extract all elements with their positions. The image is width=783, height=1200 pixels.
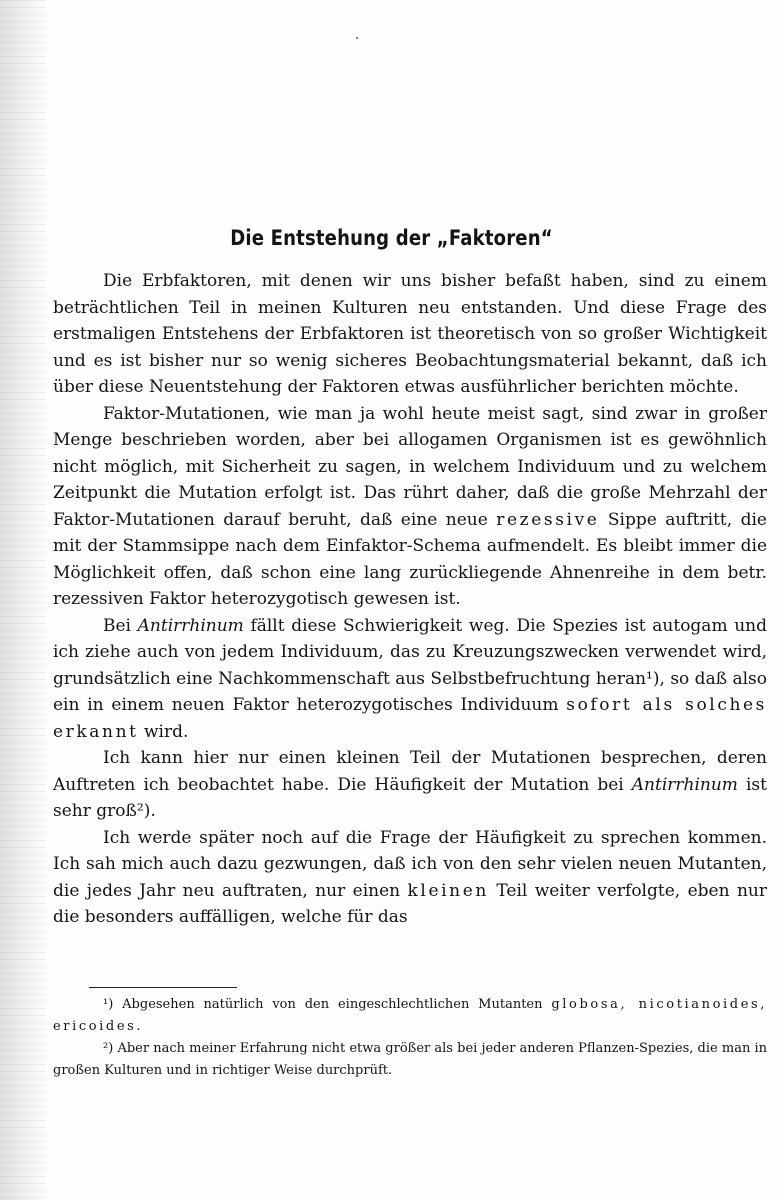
footnote-rule: [89, 987, 237, 988]
footnote-1: [53, 994, 767, 1038]
paragraph-2-text-b: Sippe auftritt, die mit der Stammsippe nach dem Einfaktor-Schema aufmendelt. Es bleibt immer die Möglichkeit offen, daß schon eine lang zurückliegende Ahnenreihe in dem betr. rezessiven Faktor heterozygotisch gewesen ist.: [53, 509, 767, 609]
spaced-mutant-names: globosa, nicotianoides, ericoides: [53, 997, 767, 1034]
footnote-1-mark: ¹: [103, 997, 109, 1012]
paragraph-4-text-b: ist sehr groß: [53, 774, 767, 821]
footnote-2-mark: ²: [103, 1041, 109, 1056]
paragraph-4-text-a: Ich kann hier nur einen kleinen Teil der Mutationen besprechen, deren Auftreten ich beobachtet habe. Die Häufigkeit der Mutation bei: [53, 748, 767, 795]
paragraph-2: [53, 401, 767, 613]
footnote-ref-1: ¹: [646, 668, 653, 689]
chapter-title: Die Entstehung der „Faktoren“: [230, 226, 553, 250]
paragraph-2-text-a: Faktor-Mutationen, wie man ja wohl heute meist sagt, sind zwar in großer Menge beschrieben worden, aber bei allogamen Organismen ist es gewöhnlich nicht möglich, mit Sicherheit zu sagen, in welchem Individuum und zu welchem Zeitpunkt die Mutation erfolgt ist. Das rührt daher, daß die große Mehrzahl der Faktor-Mutationen darauf beruht, daß eine neue: [53, 403, 767, 530]
species-name-antirrhinum: Antirrhinum: [137, 615, 244, 636]
paragraph-3: [53, 613, 767, 746]
paragraph-3-text-c: ), so daß also ein in einem neuen Faktor heterozygotisches Individuum: [53, 668, 767, 715]
footnote-2-text: ) Aber nach meiner Erfahrung nicht etwa größer als bei jeder anderen Pflanzen-Spezies, die man in großen Kulturen und in richtiger Weise durchprüft.: [53, 1041, 767, 1078]
body-text: [53, 268, 767, 931]
footnote-1-text-a: ) Abgesehen natürlich von den eingeschlechtlichen Mutanten: [108, 997, 552, 1012]
paragraph-4: [53, 745, 767, 825]
species-name-antirrhinum: Antirrhinum: [631, 774, 738, 795]
paragraph-4-text-c: ).: [143, 801, 156, 821]
footnotes: [53, 994, 767, 1082]
footnote-1-text-b: .: [136, 1019, 141, 1034]
footnote-2: [53, 1038, 767, 1082]
footnote-ref-2: ²: [136, 801, 144, 821]
print-speck: [356, 37, 358, 39]
paragraph-3-text-d: wird.: [138, 721, 189, 742]
paragraph-5-text-a: Ich werde später noch auf die Frage der Häufigkeit zu sprechen kommen. Ich sah mich auch dazu gezwungen, daß ich von den sehr vielen neuen Mutanten, die jedes Jahr neu auftraten, nur einen: [53, 827, 767, 901]
page-binding-edge: [0, 0, 46, 1200]
spaced-emphasis-sofort: sofort als solches erkannt: [53, 695, 767, 742]
paragraph-3-text-b: fällt diese Schwierigkeit weg. Die Spezies ist autogam und ich ziehe auch von jedem Individuum, das zu Kreuzungszwecken verwendet wird, grundsätzlich eine Nachkommenschaft aus Selbstbefruchtung heran: [53, 615, 767, 689]
spaced-emphasis-rezessive: rezessive: [496, 509, 600, 530]
paragraph-5-text-b: Teil weiter verfolgte, eben nur die besonders auffälligen, welche für das: [53, 880, 767, 927]
paragraph-5: [53, 825, 767, 931]
paragraph-1: Die Erbfaktoren, mit denen wir uns bisher befaßt haben, sind zu einem beträchtlichen Teil in meinen Kulturen neu entstanden. Und diese Frage des erstmaligen Entstehens der Erbfaktoren ist theoretisch von so großer Wichtigkeit und es ist bisher nur so wenig sicheres Beobachtungsmaterial bekannt, daß ich über diese Neuentstehung der Faktoren etwas ausführlicher berichten möchte.: [53, 271, 767, 397]
spaced-emphasis-kleinen: kleinen: [407, 880, 489, 901]
paragraph-3-text-a: Bei: [103, 615, 138, 636]
